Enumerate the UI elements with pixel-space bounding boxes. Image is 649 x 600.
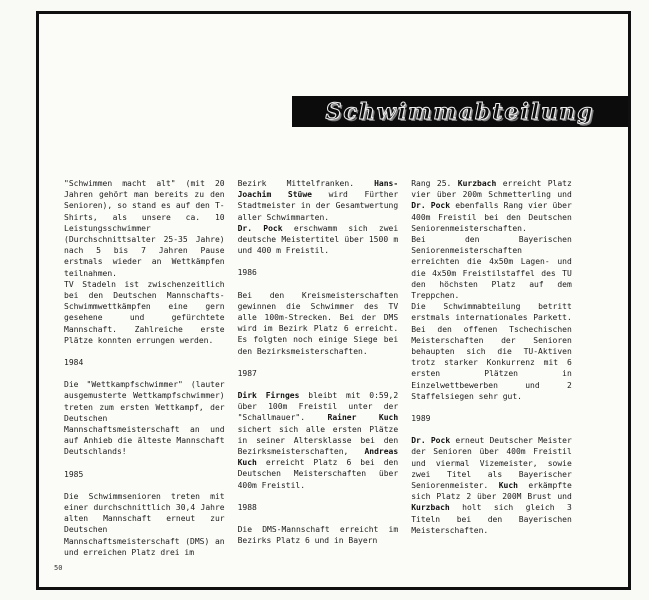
person-name: Dr. Pock [411, 201, 451, 211]
paragraph [64, 379, 225, 457]
body-text: erkämpfte sich Platz 2 über 200M Brust und [411, 481, 572, 502]
body-text: erreicht Platz vier über 200m Schmetterling und [411, 179, 572, 200]
paragraph [238, 178, 399, 223]
body-text: Rang 25. [411, 179, 458, 188]
body-text: sichert sich alle ersten Plätze in seiner Altersklasse bei den Bezirksmeisterschaften, [237, 424, 399, 457]
paragraph [411, 178, 572, 234]
person-name: Kurzbach [411, 503, 450, 513]
body-text: TV Stadeln ist zwischenzeitlich bei den Deutschen Mannschafts-Schwimmwettkämpfen eine gern gesehene und gefürchtete Mannschaft. Zahlreiche erste Plätze konnten errungen werden. [64, 279, 225, 345]
paragraph [64, 491, 225, 558]
section-title: Schwimmabteilung [325, 98, 595, 125]
text-column-1 [64, 178, 225, 558]
text-column-2 [238, 178, 399, 558]
body-text: ebenfalls Rang vier über 400m Freistil bei den Deutschen Seniorenmeisterschaften. [411, 201, 572, 233]
year-heading: 1989 [411, 414, 431, 424]
body-text: Bei den Kreismeisterschaften gewinnen die Schwimmer des TV alle 100m-Strecken. Bei der DMS wird im Bezirk Platz 6 erreicht. Es folgten noch einige Siege bei den Bezirksmeisterschaften. [237, 290, 399, 356]
person-name: Kurzbach [457, 179, 497, 188]
person-name: Dirk Firnges [237, 391, 300, 401]
person-name: Hans-Joachim Stüwe [237, 179, 399, 200]
paragraph [238, 390, 399, 491]
paragraph [238, 223, 399, 257]
person-name: Dr. Pock [411, 436, 451, 446]
body-text: Die DMS-Mannschaft erreicht im Bezirks Platz 6 und in Bayern [237, 525, 399, 546]
paragraph [238, 290, 399, 357]
body-text: Die Schwimmabteilung betritt erstmals internationales Parkett. Bei den offenen Tschechischen Meisterschaften der Senioren behaupten sich die TU-Aktiven trotz starker Konkurrenz mit 6 ersten Plätzen in Einzelwettbewerben und 2 Staffelsiegen sehr gut. [411, 302, 572, 401]
body-text: erschwamm sich zwei deutsche Meistertitel über 1500 m und 400 m Freistil. [237, 223, 399, 256]
paragraph [411, 301, 572, 402]
paragraph [64, 178, 225, 279]
year-heading: 1987 [237, 368, 257, 378]
body-text: erneut Deutscher Meister der Senioren über 400m Freistil und viermal Vizemeister, sowie zwei Titel als Bayerischer Seniorenmeister. [411, 436, 572, 491]
body-text: "Schwimmen macht alt" (mit 20 Jahren gehört man bereits zu den Senioren), so stand es auf den T-Shirts, als unsere ca. 10 Leistungsschwimmer (Durchschnittsalter 25-35 Jahre) nach 5 bis 7 Jahren Pause erstmals wieder an Wettkämpfen teilnahmen. [64, 179, 225, 278]
body-text: holt sich gleich 3 Titeln bei den Bayerischen Meisterschaften. [411, 503, 572, 535]
person-name: Kuch [498, 481, 518, 491]
page-number: 50 [54, 564, 63, 572]
year-heading: 1984 [64, 358, 84, 368]
body-text: Bezirk Mittelfranken. [237, 179, 375, 188]
article-body [64, 178, 572, 558]
year-heading: 1988 [237, 502, 257, 512]
person-name: Rainer Kuch [327, 413, 399, 423]
year-heading: 1985 [64, 469, 84, 479]
year-heading: 1986 [237, 268, 257, 278]
body-text: bleibt mit 0:59,2 über 100m Freistil unter der "Schallmauer". [237, 391, 399, 423]
body-text: Bei den Bayerischen Seniorenmeisterschaften erreichten die 4x50m Lagen- und die 4x50m Freistilstaffel des TU den höchsten Platz auf dem Treppchen. [411, 235, 572, 301]
person-name: Dr. Pock [237, 223, 283, 233]
text-column-3 [411, 178, 572, 558]
section-title-bar [292, 96, 628, 127]
body-text: erreicht Platz 6 bei den Deutschen Meisterschaften über 400m Freistil. [237, 458, 399, 490]
paragraph [238, 524, 399, 546]
body-text: Die "Wettkampfschwimmer" (lauter ausgemusterte Wettkampfschwimmer) treten zum ersten Wettkampf, der Deutschen Mannschaftsmeisterschaft an und auf Anhieb die älteste Mannschaft Deutschlands! [64, 380, 225, 457]
body-text: Die Schwimmsenioren treten mit einer durchschnittlich 30,4 Jahre alten Mannschaft erneut zur Deutschen Mannschaftsmeisterschaft (DMS) an und erreichen Platz drei im [64, 491, 225, 557]
paragraph [411, 234, 572, 301]
body-text: wird Fürther Stadtmeister in der Gesamtwertung aller Schwimmarten. [237, 190, 399, 222]
paragraph [411, 435, 572, 536]
paragraph [64, 279, 225, 346]
person-name: Andreas Kuch [237, 447, 399, 468]
